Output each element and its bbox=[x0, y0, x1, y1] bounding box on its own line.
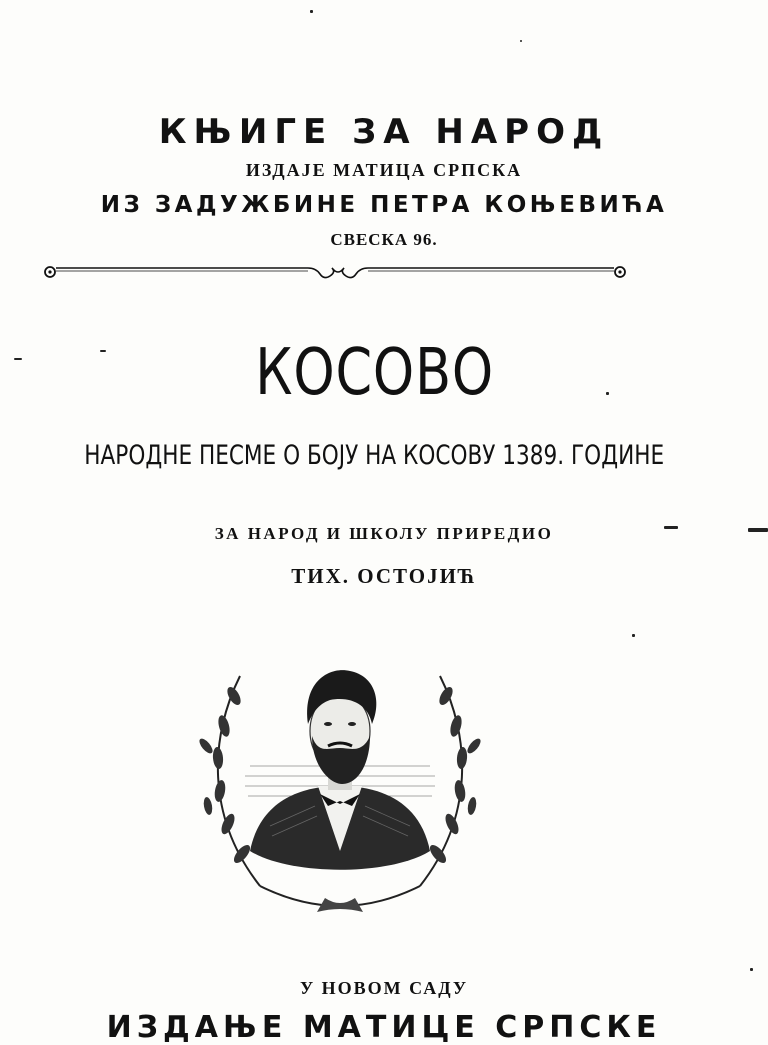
scan-speck bbox=[14, 358, 22, 360]
scan-speck bbox=[748, 528, 768, 532]
publisher-line: ИЗДАЈЕ МАТИЦА СРПСКА bbox=[245, 160, 523, 180]
ornamental-rule-icon bbox=[40, 256, 630, 286]
scan-speck bbox=[632, 634, 635, 637]
book-title: КОСОВО bbox=[255, 336, 495, 410]
scan-speck bbox=[100, 350, 106, 352]
scan-speck bbox=[310, 10, 313, 13]
book-subtitle: НАРОДНЕ ПЕСМЕ О БОЈУ НА КОСОВУ 1389. ГОДИНЕ bbox=[84, 440, 665, 471]
engraved-portrait-icon bbox=[190, 636, 490, 926]
series-title: КЊИГЕ ЗА НАРОД bbox=[158, 112, 610, 152]
scan-speck bbox=[606, 392, 609, 395]
scan-speck bbox=[664, 526, 678, 529]
edited-by-line: ЗА НАРОД И ШКОЛУ ПРИРЕДИО bbox=[214, 524, 554, 543]
endowment-line: ИЗ ЗАДУЖБИНЕ ПЕТРА КОЊЕВИЋА bbox=[100, 192, 668, 218]
place-of-publication: У НОВОМ САДУ bbox=[299, 978, 469, 998]
scan-speck bbox=[520, 40, 522, 42]
issue-number: СВЕСКА 96. bbox=[330, 230, 438, 249]
publisher-imprint: ИЗДАЊЕ МАТИЦЕ СРПСКЕ bbox=[106, 1010, 662, 1045]
scan-speck bbox=[750, 968, 753, 971]
editor-name: ТИХ. ОСТОЈИЋ bbox=[291, 564, 477, 588]
